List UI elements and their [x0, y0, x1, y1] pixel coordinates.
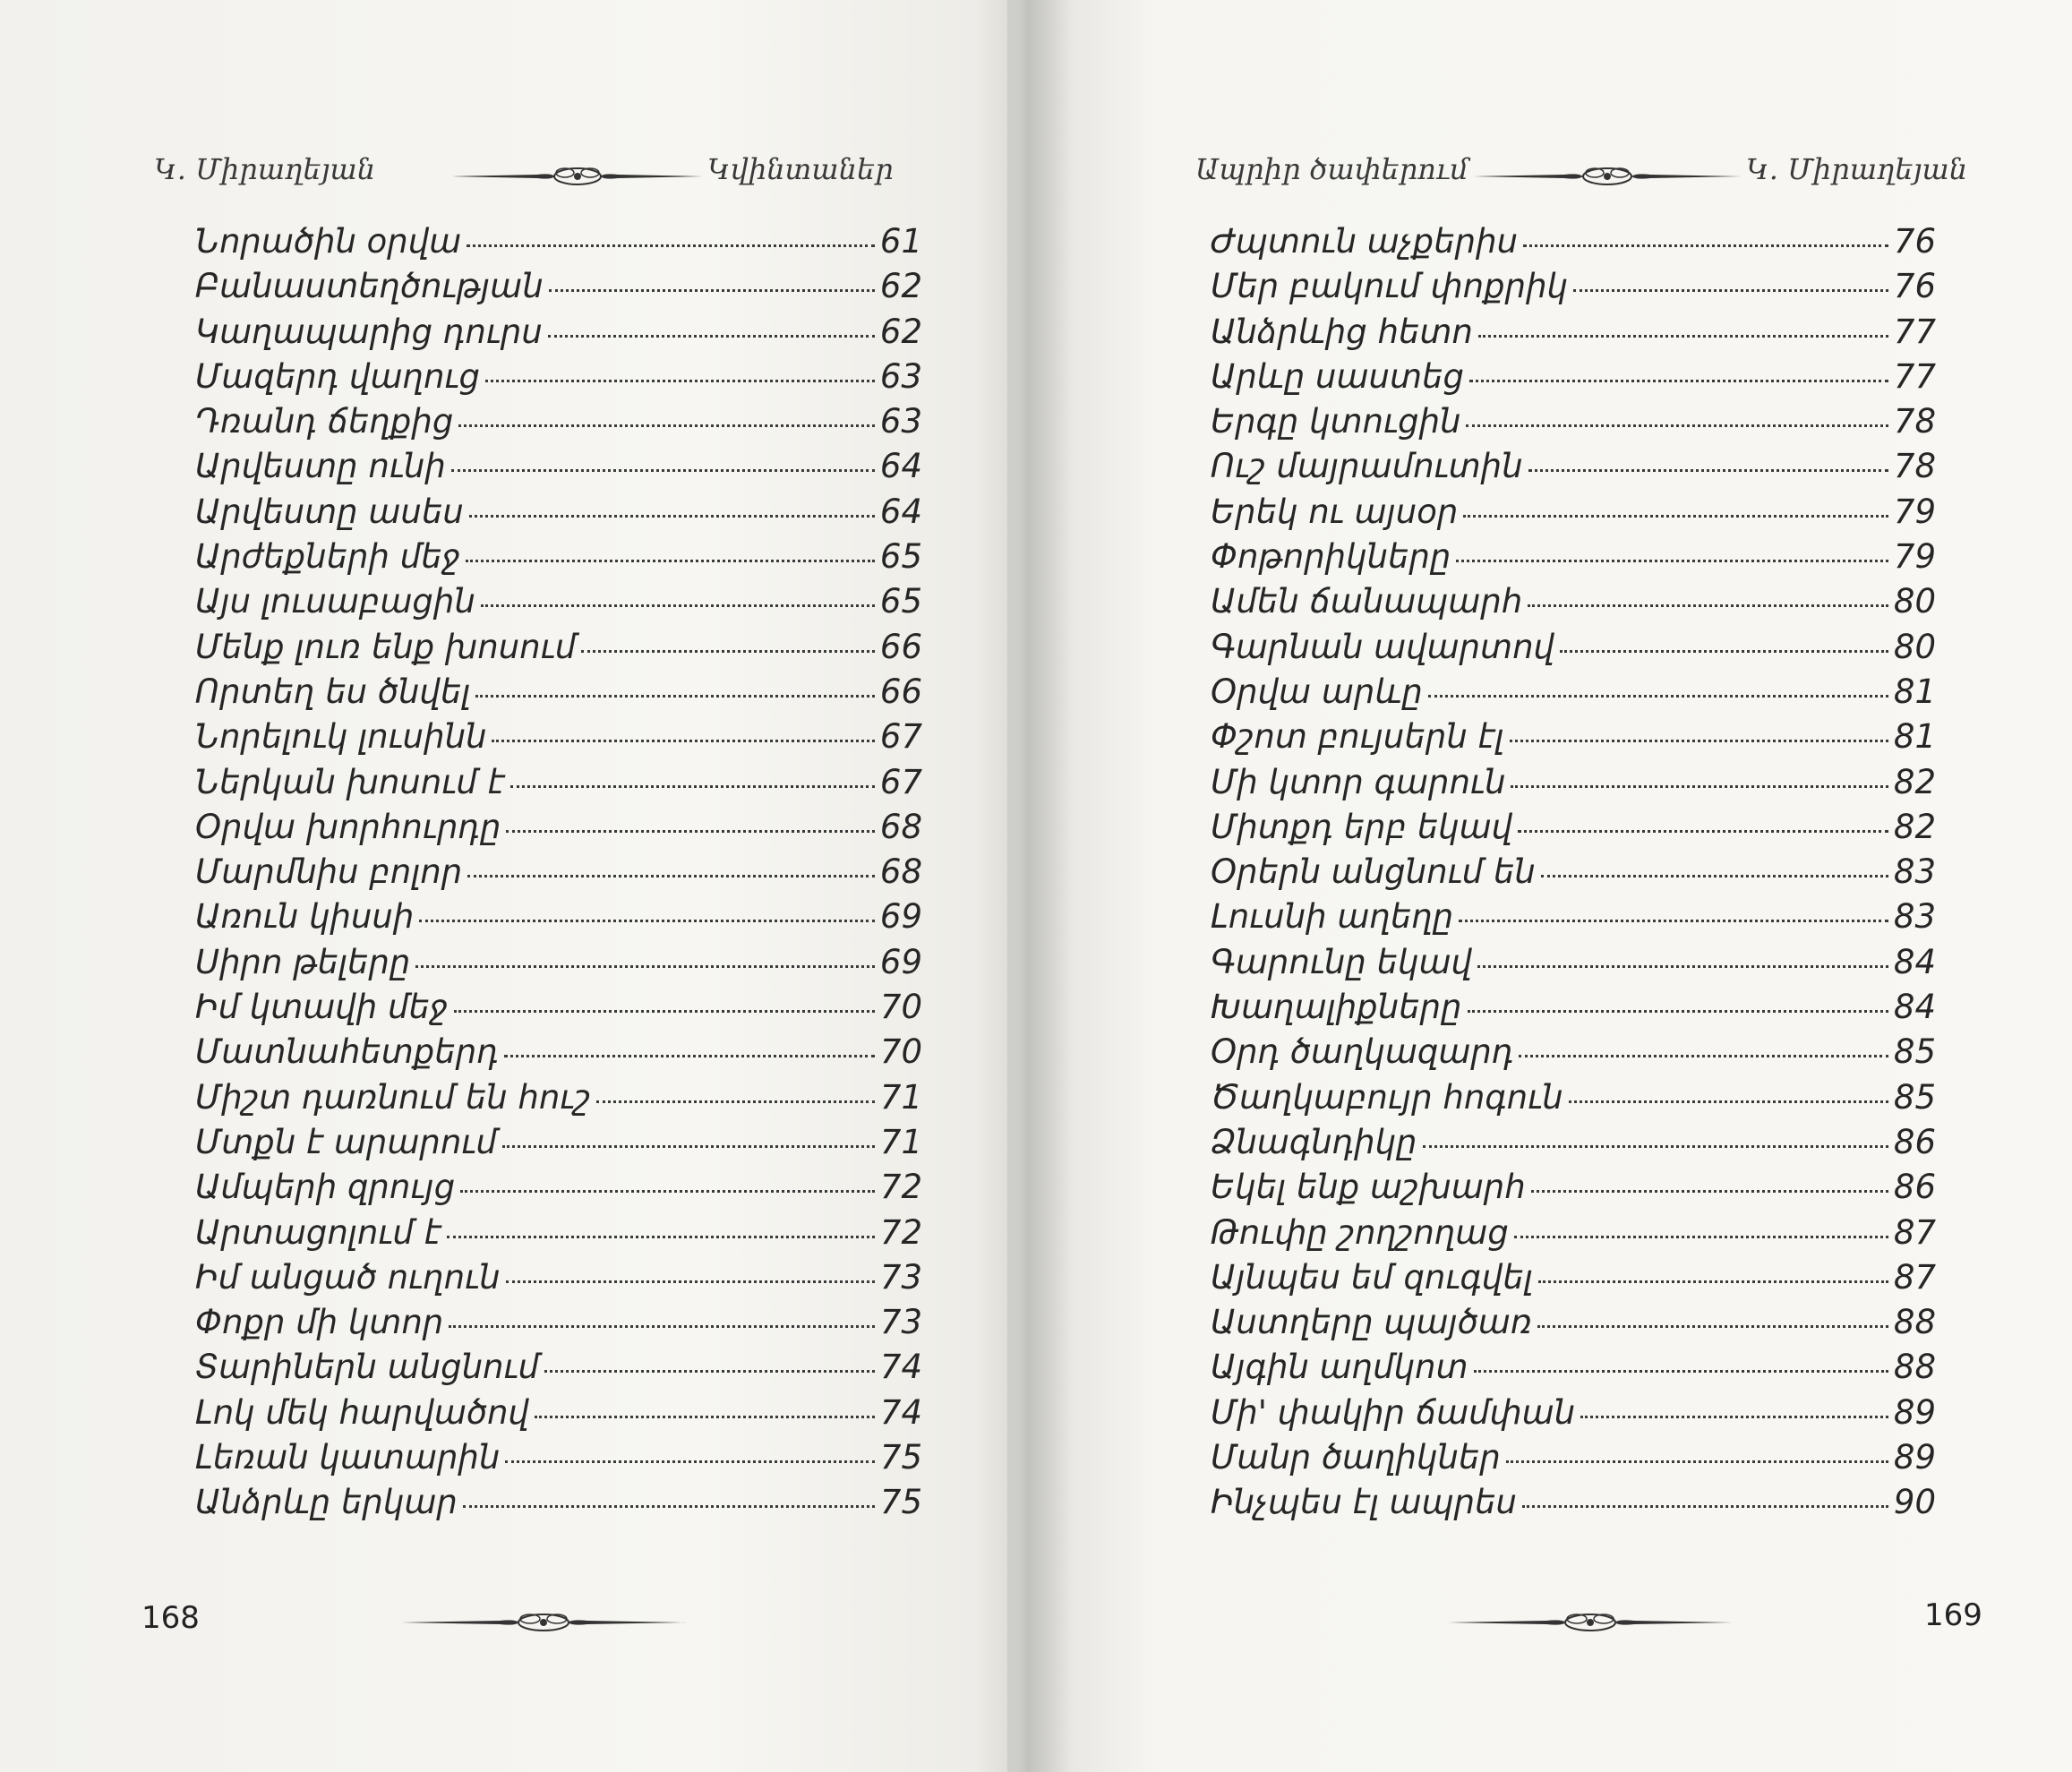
- dot-leader: [1522, 1505, 1888, 1508]
- dot-leader: [1519, 1055, 1888, 1057]
- toc-entry-title: Փոթորիկները: [1211, 537, 1451, 577]
- toc-entry-page: 74: [879, 1348, 922, 1387]
- toc-entry-page: 63: [879, 402, 922, 441]
- toc-entry-page: 87: [1893, 1212, 1936, 1252]
- toc-entry: [1211, 1393, 1936, 1438]
- header-ornament-icon: [452, 161, 703, 192]
- toc-entry-page: 83: [1893, 897, 1936, 937]
- toc-entry: [195, 357, 922, 402]
- toc-entry-title: Մազերդ վաղուց: [195, 356, 480, 396]
- toc-entry: [195, 1032, 922, 1077]
- toc-entry-page: 62: [879, 312, 922, 351]
- toc-entry: [1211, 1168, 1936, 1212]
- toc-entry: [195, 988, 922, 1032]
- toc-entry-title: Մտքն է արարում: [195, 1122, 497, 1161]
- toc-entry: [1211, 852, 1936, 897]
- toc-entry: [195, 763, 922, 808]
- toc-entry-title: Միտքդ երբ եկավ: [1211, 807, 1513, 846]
- toc-entry: [195, 943, 922, 988]
- toc-entry-page: 78: [1893, 402, 1936, 441]
- page-number-left: 168: [141, 1600, 200, 1636]
- toc-entry-page: 61: [879, 222, 922, 261]
- toc-entry-title: Ամպերի զրույց: [195, 1168, 456, 1207]
- toc-entry: [195, 1438, 922, 1483]
- toc-entry-title: Մի կտոր գարուն: [1211, 762, 1506, 801]
- toc-entry-title: Դռանդ ճեղքից: [195, 402, 454, 441]
- toc-entry: [1211, 1303, 1936, 1348]
- toc-entry-title: Իմ անցած ուղուն: [195, 1257, 501, 1297]
- right-header-title: Ապրիր ծափերում: [1195, 152, 1469, 186]
- toc-entry-title: Անձրևից հետո: [1211, 312, 1473, 351]
- toc-entry: [1211, 312, 1936, 357]
- dot-leader: [458, 424, 875, 427]
- toc-entry-title: Այնպես եմ զուգվել: [1211, 1257, 1533, 1297]
- dot-leader: [1538, 1280, 1888, 1283]
- toc-entry: [195, 672, 922, 717]
- dot-leader: [504, 1055, 875, 1057]
- toc-entry-page: 76: [1893, 222, 1936, 261]
- toc-entry: [195, 897, 922, 942]
- toc-entry-page: 72: [879, 1212, 922, 1252]
- toc-entry-page: 88: [1893, 1348, 1936, 1387]
- toc-entry: [195, 312, 922, 357]
- toc-entry-title: Օրդ ծաղկազարդ: [1211, 1032, 1514, 1072]
- toc-entry: [195, 717, 922, 762]
- toc-entry-title: Այգին աղմկոտ: [1211, 1348, 1468, 1387]
- toc-entry: [1211, 492, 1936, 537]
- dot-leader: [460, 1190, 875, 1193]
- toc-entry-page: 71: [879, 1122, 922, 1161]
- left-header-title: Կվինտաներ: [707, 152, 894, 186]
- toc-entry: [195, 1258, 922, 1303]
- toc-entry-title: Լուսնի աղեղը: [1211, 897, 1454, 937]
- toc-entry-page: 72: [879, 1168, 922, 1207]
- dot-leader: [463, 1505, 875, 1508]
- dot-leader: [581, 650, 875, 653]
- dot-leader: [549, 289, 875, 292]
- footer-ornament-icon: [1448, 1607, 1733, 1638]
- toc-entry-page: 84: [1893, 988, 1936, 1027]
- dot-leader: [1560, 650, 1888, 653]
- toc-entry-page: 89: [1893, 1392, 1936, 1432]
- toc-entry: [1211, 988, 1936, 1032]
- toc-entry-page: 73: [879, 1257, 922, 1297]
- toc-entry-page: 68: [879, 807, 922, 846]
- toc-entry: [1211, 1483, 1936, 1528]
- toc-entry-page: 73: [879, 1303, 922, 1342]
- dot-leader: [1510, 740, 1888, 742]
- toc-entry-title: Նորելուկ լուսինն: [195, 717, 487, 757]
- toc-entry: [1211, 717, 1936, 762]
- footer-ornament-icon: [401, 1607, 686, 1638]
- toc-list-right: [1211, 222, 1936, 1528]
- dot-leader: [1466, 424, 1888, 427]
- toc-entry-title: Լեռան կատարին: [195, 1438, 501, 1477]
- toc-entry: [195, 852, 922, 897]
- toc-entry-page: 82: [1893, 807, 1936, 846]
- toc-entry-page: 88: [1893, 1303, 1936, 1342]
- toc-entry-page: 89: [1893, 1438, 1936, 1477]
- toc-entry-page: 68: [879, 852, 922, 892]
- toc-entry: [195, 1168, 922, 1212]
- dot-leader: [466, 560, 875, 562]
- dot-leader: [1459, 920, 1888, 922]
- toc-entry-title: Արվեստը ունի: [195, 447, 446, 486]
- toc-entry-title: Անձրևը երկար: [195, 1483, 458, 1522]
- dot-leader: [505, 1460, 875, 1463]
- toc-entry: [1211, 1348, 1936, 1392]
- dot-leader: [469, 515, 875, 518]
- toc-entry-title: Արտացոլում է: [195, 1212, 441, 1252]
- toc-entry: [195, 447, 922, 492]
- toc-entry-page: 86: [1893, 1168, 1936, 1207]
- toc-entry-title: Մատնահետքերդ: [195, 1032, 499, 1072]
- right-page: [1007, 0, 2072, 1772]
- toc-entry-title: Բանաստեղծության: [195, 267, 544, 306]
- dot-leader: [475, 695, 875, 698]
- toc-entry: [1211, 402, 1936, 447]
- toc-entry: [195, 1078, 922, 1123]
- toc-entry: [195, 267, 922, 312]
- dot-leader: [1477, 965, 1888, 968]
- toc-entry-page: 76: [1893, 267, 1936, 306]
- dot-leader: [1474, 1370, 1888, 1373]
- toc-entry: [1211, 1213, 1936, 1258]
- toc-entry-title: Գարնան ավարտով: [1211, 627, 1554, 666]
- toc-entry: [1211, 628, 1936, 672]
- toc-entry-page: 85: [1893, 1032, 1936, 1072]
- toc-entry-title: Մի' փակիր ճամփան: [1211, 1392, 1576, 1432]
- toc-entry-page: 79: [1893, 492, 1936, 531]
- toc-entry-title: Մեր բակում փոքրիկ: [1211, 267, 1568, 306]
- toc-entry-page: 77: [1893, 356, 1936, 396]
- toc-entry-title: Ծաղկաբույր հոգուն: [1211, 1077, 1563, 1117]
- dot-leader: [548, 335, 875, 338]
- dot-leader: [1468, 1010, 1888, 1013]
- dot-leader: [467, 875, 875, 877]
- toc-entry-title: Երգը կտուցին: [1211, 402, 1461, 441]
- dot-leader: [510, 785, 875, 788]
- dot-leader: [1428, 695, 1888, 698]
- toc-entry-title: Ձնագնդիկը: [1211, 1122, 1417, 1161]
- toc-entry-page: 75: [879, 1483, 922, 1522]
- dot-leader: [492, 740, 874, 742]
- toc-entry-page: 84: [1893, 942, 1936, 981]
- toc-entry-page: 82: [1893, 762, 1936, 801]
- dot-leader: [1514, 1236, 1888, 1238]
- toc-entry: [195, 582, 922, 627]
- toc-entry: [195, 537, 922, 582]
- toc-entry-title: Մենք լուռ ենք խոսում: [195, 627, 577, 666]
- toc-entry-title: Լոկ մեկ հարվածով: [195, 1392, 529, 1432]
- toc-entry: [195, 628, 922, 672]
- toc-entry-title: Խաղալիքները: [1211, 988, 1462, 1027]
- toc-entry: [1211, 897, 1936, 942]
- dot-leader: [596, 1100, 875, 1103]
- toc-entry: [195, 222, 922, 267]
- toc-entry-page: 78: [1893, 447, 1936, 486]
- toc-entry-page: 79: [1893, 537, 1936, 577]
- dot-leader: [1569, 1100, 1888, 1103]
- toc-entry: [1211, 1078, 1936, 1123]
- toc-entry: [1211, 1032, 1936, 1077]
- toc-entry-page: 65: [879, 537, 922, 577]
- dot-leader: [1463, 515, 1888, 518]
- header-ornament-icon: [1473, 161, 1742, 192]
- dot-leader: [1580, 1416, 1888, 1418]
- toc-entry-page: 67: [879, 717, 922, 757]
- toc-entry-page: 86: [1893, 1122, 1936, 1161]
- dot-leader: [415, 965, 875, 968]
- toc-entry: [195, 402, 922, 447]
- toc-entry-page: 62: [879, 267, 922, 306]
- toc-entry-page: 64: [879, 447, 922, 486]
- dot-leader: [1518, 830, 1888, 833]
- toc-entry-page: 69: [879, 897, 922, 937]
- dot-leader: [454, 1010, 875, 1013]
- dot-leader: [1523, 244, 1888, 247]
- toc-entry-title: Աստղերը պայծառ: [1211, 1303, 1532, 1342]
- toc-entry-title: Իմ կտավի մեջ: [195, 988, 449, 1027]
- dot-leader: [1537, 1325, 1888, 1328]
- toc-list-left: [195, 222, 922, 1528]
- toc-entry-page: 67: [879, 762, 922, 801]
- toc-entry: [1211, 1258, 1936, 1303]
- dot-leader: [535, 1416, 875, 1418]
- toc-entry-title: Երեկ ու այսօր: [1211, 492, 1459, 531]
- toc-entry-page: 87: [1893, 1257, 1936, 1297]
- left-header-author: Կ. Միրաղեյան: [154, 152, 376, 186]
- toc-entry-title: Մանր ծաղիկներ: [1211, 1438, 1501, 1477]
- toc-entry: [195, 1393, 922, 1438]
- toc-entry-page: 69: [879, 942, 922, 981]
- toc-entry-page: 70: [879, 988, 922, 1027]
- dot-leader: [449, 1325, 875, 1328]
- page-number-right: 169: [1924, 1597, 1982, 1633]
- toc-entry: [1211, 537, 1936, 582]
- toc-entry: [1211, 357, 1936, 402]
- toc-entry: [195, 1213, 922, 1258]
- dot-leader: [419, 920, 875, 922]
- toc-entry-page: 85: [1893, 1077, 1936, 1117]
- toc-entry-page: 81: [1893, 672, 1936, 711]
- toc-entry-title: Օրերն անցնում են: [1211, 852, 1536, 892]
- toc-entry-page: 63: [879, 356, 922, 396]
- dot-leader: [481, 604, 875, 607]
- toc-entry: [1211, 447, 1936, 492]
- toc-entry: [1211, 763, 1936, 808]
- toc-entry: [195, 1303, 922, 1348]
- toc-entry: [1211, 1438, 1936, 1483]
- toc-entry-title: Արևը սաստեց: [1211, 356, 1464, 396]
- toc-entry-page: 74: [879, 1392, 922, 1432]
- toc-entry-page: 70: [879, 1032, 922, 1072]
- dot-leader: [485, 380, 875, 382]
- toc-entry-title: Այս լուսաբացին: [195, 582, 475, 621]
- toc-entry-title: Արժեքների մեջ: [195, 537, 461, 577]
- toc-entry-title: Տարիներն անցնում: [195, 1348, 540, 1387]
- dot-leader: [1423, 1145, 1888, 1148]
- toc-entry-title: Առուն կիսսի: [195, 897, 415, 937]
- dot-leader: [1528, 469, 1888, 472]
- toc-entry: [1211, 672, 1936, 717]
- dot-leader: [1531, 1190, 1888, 1193]
- dot-leader: [544, 1370, 875, 1373]
- dot-leader: [1541, 875, 1888, 877]
- toc-entry-page: 65: [879, 582, 922, 621]
- toc-entry-page: 80: [1893, 627, 1936, 666]
- toc-entry: [195, 1483, 922, 1528]
- book-gutter: [974, 0, 1073, 1772]
- toc-entry-title: Օրվա արևը: [1211, 672, 1423, 711]
- toc-entry-title: Մարմնիս բոլոր: [195, 852, 463, 892]
- toc-entry-page: 71: [879, 1077, 922, 1117]
- toc-entry-title: Արվեստը ասես: [195, 492, 464, 531]
- toc-entry: [1211, 808, 1936, 852]
- toc-entry-title: Ժպտուն աչքերիս: [1211, 222, 1519, 261]
- dot-leader: [506, 1280, 875, 1283]
- toc-entry: [1211, 582, 1936, 627]
- right-header-author: Կ. Միրաղեյան: [1746, 152, 1968, 186]
- toc-entry-title: Ուշ մայրամուտին: [1211, 447, 1523, 486]
- toc-entry-page: 75: [879, 1438, 922, 1477]
- toc-entry: [1211, 267, 1936, 312]
- dot-leader: [1573, 289, 1888, 292]
- toc-entry: [195, 1348, 922, 1392]
- dot-leader: [1456, 560, 1888, 562]
- toc-entry-title: Փշոտ բույսերն էլ: [1211, 717, 1504, 757]
- toc-entry: [195, 808, 922, 852]
- dot-leader: [451, 469, 875, 472]
- toc-entry-title: Ամեն ճանապարհ: [1211, 582, 1523, 621]
- toc-entry: [195, 1123, 922, 1168]
- toc-entry: [1211, 1123, 1936, 1168]
- toc-entry-page: 90: [1893, 1483, 1936, 1522]
- dot-leader: [1506, 1460, 1888, 1463]
- toc-entry-title: Ինչպես էլ ապրես: [1211, 1483, 1517, 1522]
- toc-entry-title: Ներկան խոսում է: [195, 762, 505, 801]
- toc-entry-title: Օրվա խորհուրդը: [195, 807, 501, 846]
- dot-leader: [1528, 604, 1888, 607]
- dot-leader: [506, 830, 875, 833]
- toc-entry-page: 66: [879, 672, 922, 711]
- toc-entry-title: Թուփը շողշողաց: [1211, 1212, 1509, 1252]
- dot-leader: [467, 244, 875, 247]
- toc-entry: [195, 492, 922, 537]
- dot-leader: [447, 1236, 875, 1238]
- dot-leader: [502, 1145, 875, 1148]
- dot-leader: [1511, 785, 1888, 788]
- toc-entry-title: Կաղապարից դուրս: [195, 312, 543, 351]
- toc-entry-title: Գարունը եկավ: [1211, 942, 1472, 981]
- toc-entry: [1211, 222, 1936, 267]
- toc-entry-page: 77: [1893, 312, 1936, 351]
- dot-leader: [1469, 380, 1888, 382]
- toc-entry: [1211, 943, 1936, 988]
- toc-entry-title: Սիրո թելերը: [195, 942, 411, 981]
- left-page: [0, 0, 1007, 1772]
- toc-entry-title: Միշտ դառնում են հուշ: [195, 1077, 591, 1117]
- dot-leader: [1478, 335, 1888, 338]
- toc-entry-page: 83: [1893, 852, 1936, 892]
- toc-entry-page: 64: [879, 492, 922, 531]
- toc-entry-page: 81: [1893, 717, 1936, 757]
- toc-entry-page: 66: [879, 627, 922, 666]
- toc-entry-title: Եկել ենք աշխարհ: [1211, 1168, 1526, 1207]
- toc-entry-title: Նորածին օրվա: [195, 222, 462, 261]
- toc-entry-title: Փոքր մի կտոր: [195, 1303, 444, 1342]
- toc-entry-title: Որտեղ ես ծնվել: [195, 672, 471, 711]
- toc-entry-page: 80: [1893, 582, 1936, 621]
